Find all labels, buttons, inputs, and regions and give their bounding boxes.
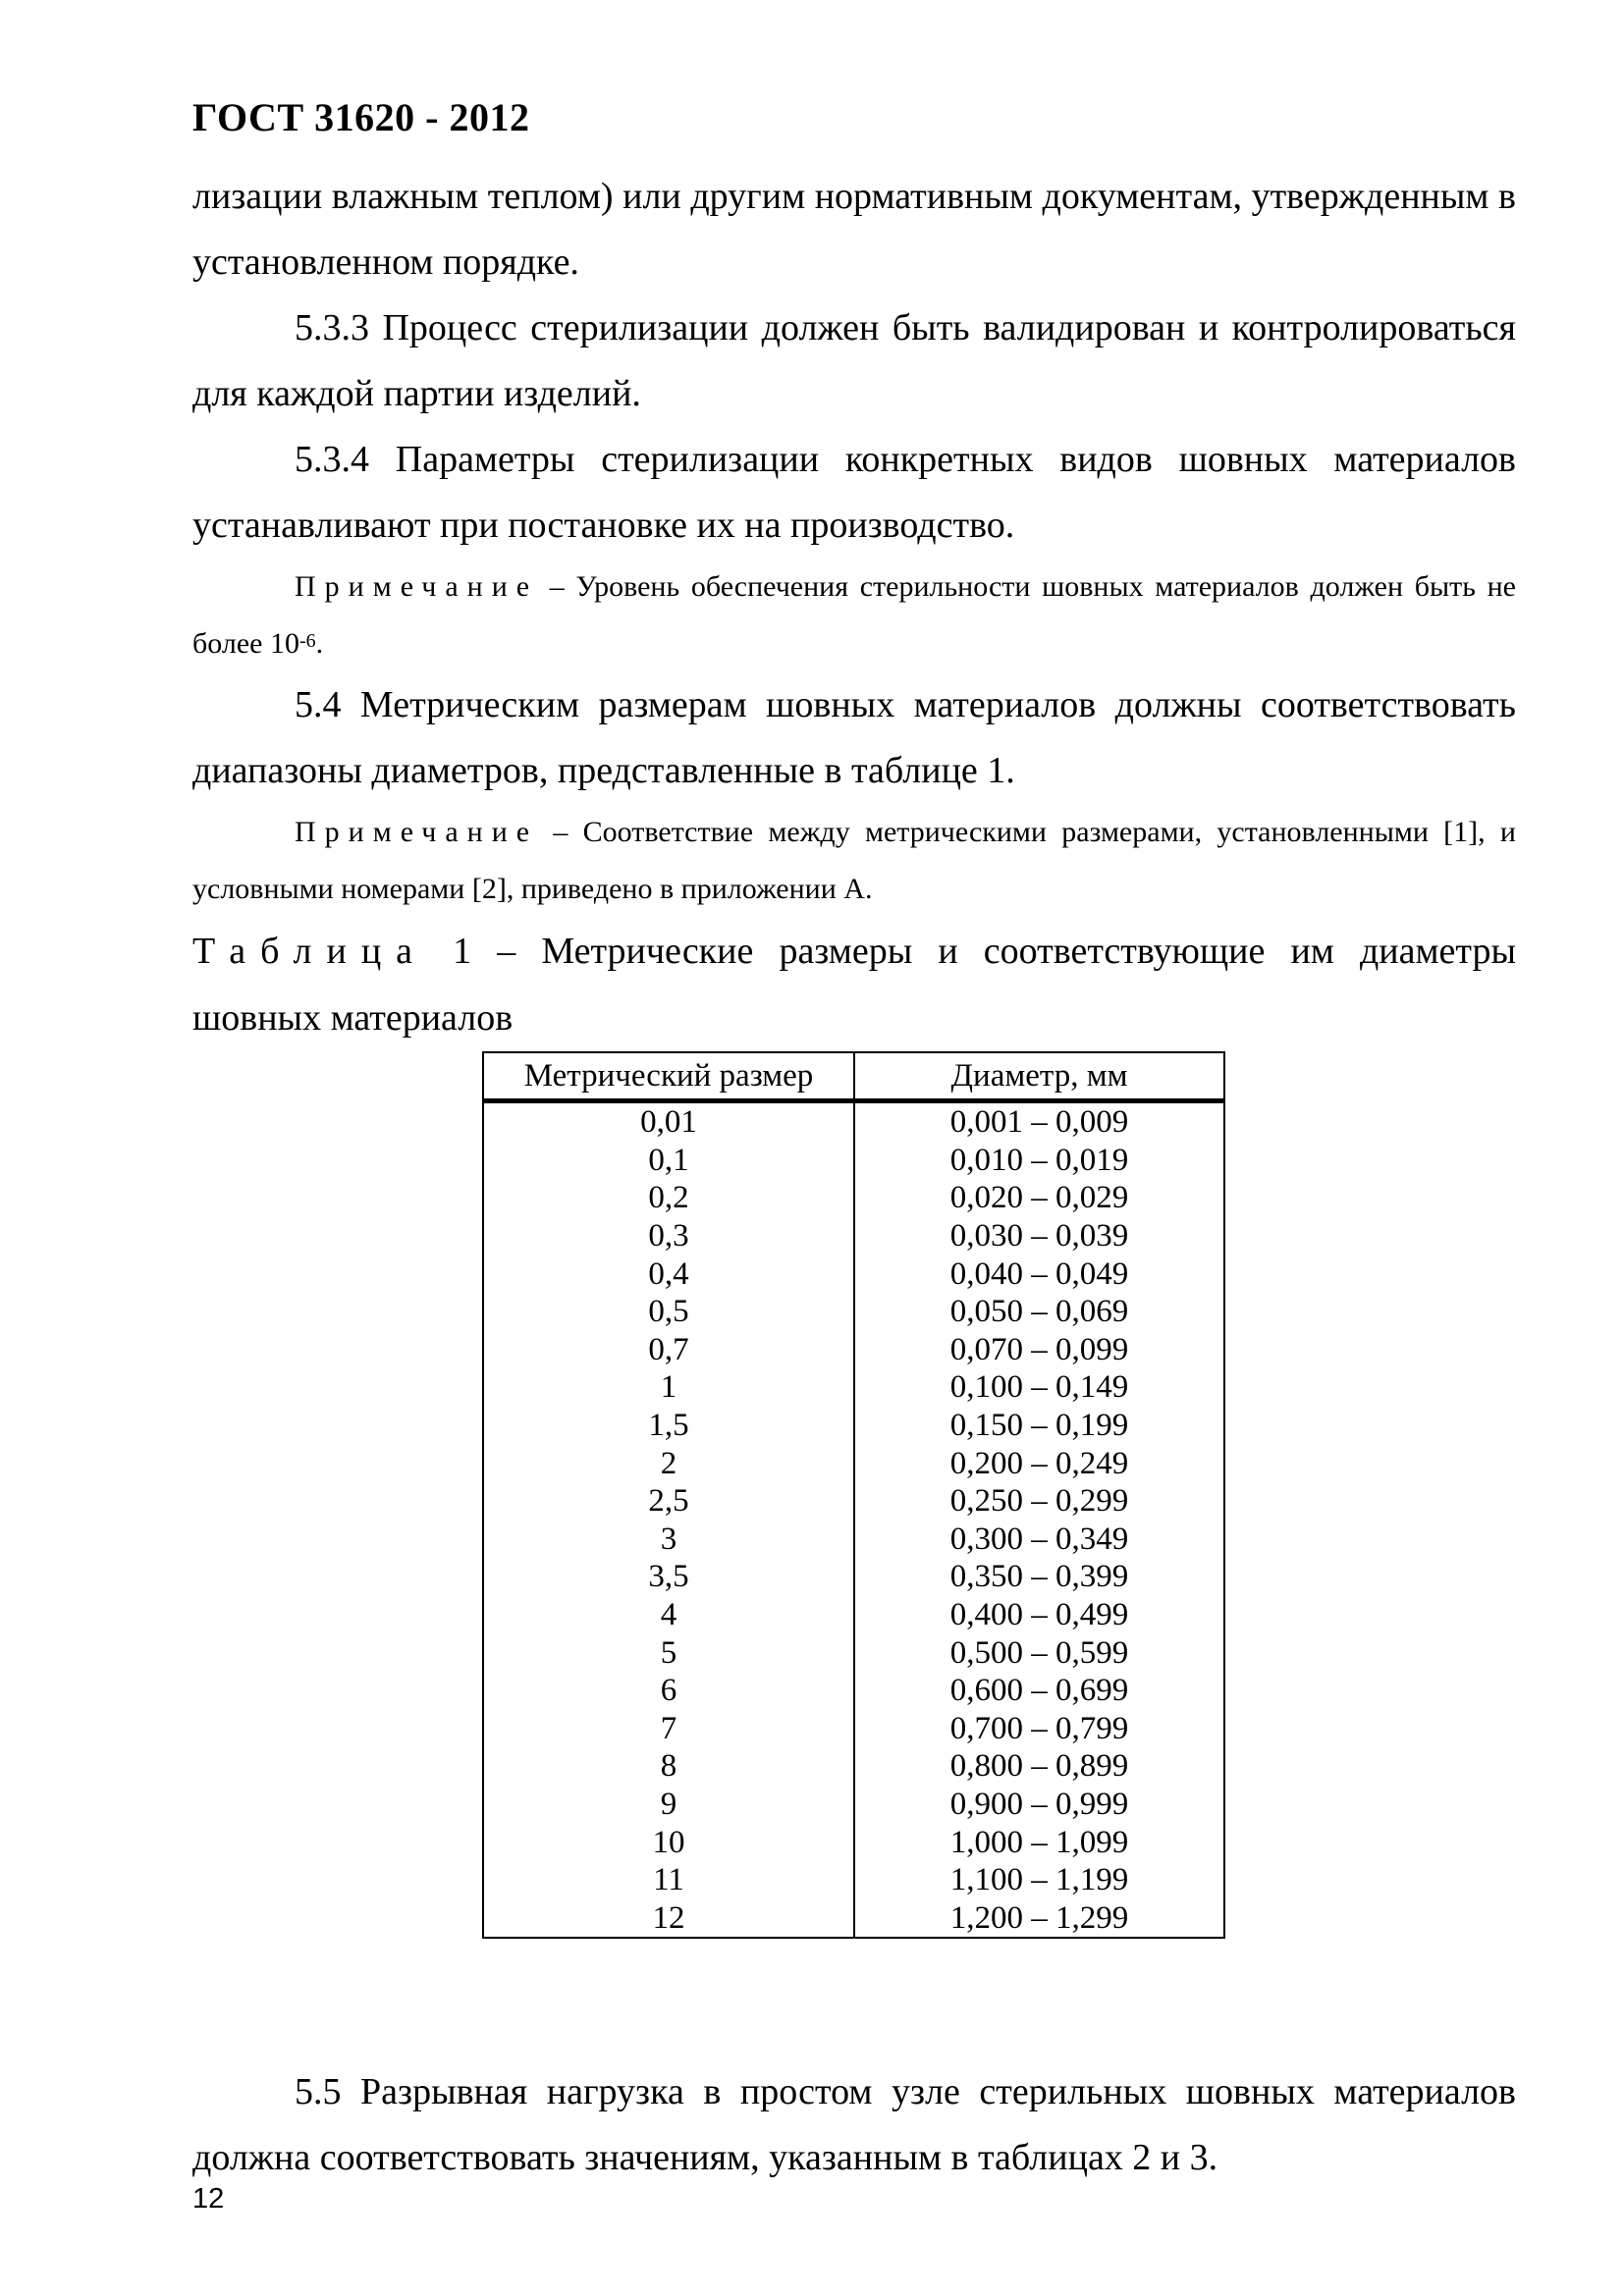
table-row (483, 1823, 1224, 1861)
cell-metric-size: 3 (483, 1521, 854, 1559)
paragraph-5-3-4: 5.3.4 Параметры стерилизации конкретных видов шовных материалов устанавливают при постановке их на производство. (192, 439, 1516, 546)
table-row (483, 1786, 1224, 1824)
column-header-metric-size: Метрический размер (483, 1052, 854, 1101)
table-row (483, 1407, 1224, 1445)
table-row (483, 1898, 1224, 1938)
section-text-upper (192, 164, 1516, 1051)
table-row (483, 1217, 1224, 1255)
table-row (483, 1331, 1224, 1369)
cell-diameter-range: 1,100 – 1,199 (854, 1861, 1224, 1899)
table-row (483, 1672, 1224, 1710)
paragraph-5-3-3: 5.3.3 Процесс стерилизации должен быть валидирован и контролироваться для каждой партии изделий. (192, 307, 1516, 414)
cell-metric-size: 1 (483, 1368, 854, 1407)
cell-diameter-range: 0,100 – 0,149 (854, 1368, 1224, 1407)
table-row (483, 1368, 1224, 1407)
note-text: – Уровень обеспечения стерильности шовных материалов должен быть не более 10 (192, 570, 1516, 660)
table-row (483, 1861, 1224, 1899)
cell-diameter-range: 0,030 – 0,039 (854, 1217, 1224, 1255)
note-text: – Соответствие между метрическими размерами, установленными [1], и условными номерами [2], приведено в приложении А. (192, 816, 1516, 905)
cell-diameter-range: 0,150 – 0,199 (854, 1407, 1224, 1445)
cell-diameter-range: 0,350 – 0,399 (854, 1558, 1224, 1596)
cell-diameter-range: 0,200 – 0,249 (854, 1444, 1224, 1482)
cell-metric-size: 0,1 (483, 1142, 854, 1180)
cell-diameter-range: 0,050 – 0,069 (854, 1293, 1224, 1331)
cell-diameter-range: 0,020 – 0,029 (854, 1179, 1224, 1217)
cell-metric-size: 0,7 (483, 1331, 854, 1369)
table-row (483, 1101, 1224, 1142)
cell-diameter-range: 0,010 – 0,019 (854, 1142, 1224, 1180)
cell-metric-size: 5 (483, 1633, 854, 1672)
table-1-caption (192, 918, 1516, 1051)
table-row (483, 1255, 1224, 1293)
cell-metric-size: 2,5 (483, 1482, 854, 1521)
cell-metric-size: 1,5 (483, 1407, 854, 1445)
cell-diameter-range: 0,250 – 0,299 (854, 1482, 1224, 1521)
paragraph-continuation: лизации влажным теплом) или другим нормативным документам, утвержденным в установленном порядке. (192, 176, 1516, 283)
cell-metric-size: 12 (483, 1898, 854, 1938)
note-end: . (315, 627, 324, 660)
cell-metric-size: 0,5 (483, 1293, 854, 1331)
cell-diameter-range: 0,900 – 0,999 (854, 1786, 1224, 1824)
table-row (483, 1633, 1224, 1672)
cell-metric-size: 8 (483, 1747, 854, 1786)
cell-metric-size: 7 (483, 1710, 854, 1748)
table-row (483, 1293, 1224, 1331)
cell-metric-size: 10 (483, 1823, 854, 1861)
table-row (483, 1142, 1224, 1180)
cell-diameter-range: 0,400 – 0,499 (854, 1596, 1224, 1634)
paragraph-5-5: 5.5 Разрывная нагрузка в простом узле стерильных шовных материалов должна соответствовать значениям, указанным в таблицах 2 и 3. (192, 2071, 1516, 2178)
table-row (483, 1482, 1224, 1521)
cell-metric-size: 9 (483, 1786, 854, 1824)
table-row (483, 1596, 1224, 1634)
table-body (483, 1101, 1224, 1939)
cell-diameter-range: 0,500 – 0,599 (854, 1633, 1224, 1672)
cell-diameter-range: 1,200 – 1,299 (854, 1898, 1224, 1938)
note-exponent: -6 (298, 630, 316, 652)
table-caption-text: 1 – Метрические размеры и соответствующие им диаметры шовных материалов (192, 931, 1516, 1039)
table-row (483, 1444, 1224, 1482)
cell-diameter-range: 0,001 – 0,009 (854, 1101, 1224, 1142)
page-number: 12 (192, 2183, 225, 2215)
table-row (483, 1710, 1224, 1748)
cell-metric-size: 0,2 (483, 1179, 854, 1217)
cell-diameter-range: 0,040 – 0,049 (854, 1255, 1224, 1293)
paragraph-5-4: 5.4 Метрическим размерам шовных материалов должны соответствовать диапазоны диаметров, представленные в таблице 1. (192, 684, 1516, 791)
table-row (483, 1747, 1224, 1786)
cell-metric-size: 6 (483, 1672, 854, 1710)
table-metric-sizes (482, 1051, 1225, 1939)
cell-metric-size: 0,01 (483, 1101, 854, 1142)
cell-metric-size: 4 (483, 1596, 854, 1634)
cell-metric-size: 11 (483, 1861, 854, 1899)
cell-metric-size: 0,3 (483, 1217, 854, 1255)
table-header-row (483, 1052, 1224, 1101)
section-text-lower (192, 2059, 1516, 2191)
cell-diameter-range: 0,300 – 0,349 (854, 1521, 1224, 1559)
cell-diameter-range: 0,070 – 0,099 (854, 1331, 1224, 1369)
cell-metric-size: 3,5 (483, 1558, 854, 1596)
note-label: Примечание (295, 816, 539, 848)
table-row (483, 1179, 1224, 1217)
note-label: Примечание (295, 570, 539, 603)
cell-diameter-range: 1,000 – 1,099 (854, 1823, 1224, 1861)
table-row (483, 1521, 1224, 1559)
note-sterility (192, 559, 1516, 672)
cell-metric-size: 0,4 (483, 1255, 854, 1293)
cell-diameter-range: 0,600 – 0,699 (854, 1672, 1224, 1710)
column-header-diameter: Диаметр, мм (854, 1052, 1224, 1101)
table-row (483, 1558, 1224, 1596)
cell-diameter-range: 0,800 – 0,899 (854, 1747, 1224, 1786)
note-correspondence (192, 804, 1516, 918)
cell-metric-size: 2 (483, 1444, 854, 1482)
cell-diameter-range: 0,700 – 0,799 (854, 1710, 1224, 1748)
page-header-standard-number: ГОСТ 31620 - 2012 (192, 95, 530, 139)
table-caption-label: Таблица (192, 931, 428, 972)
